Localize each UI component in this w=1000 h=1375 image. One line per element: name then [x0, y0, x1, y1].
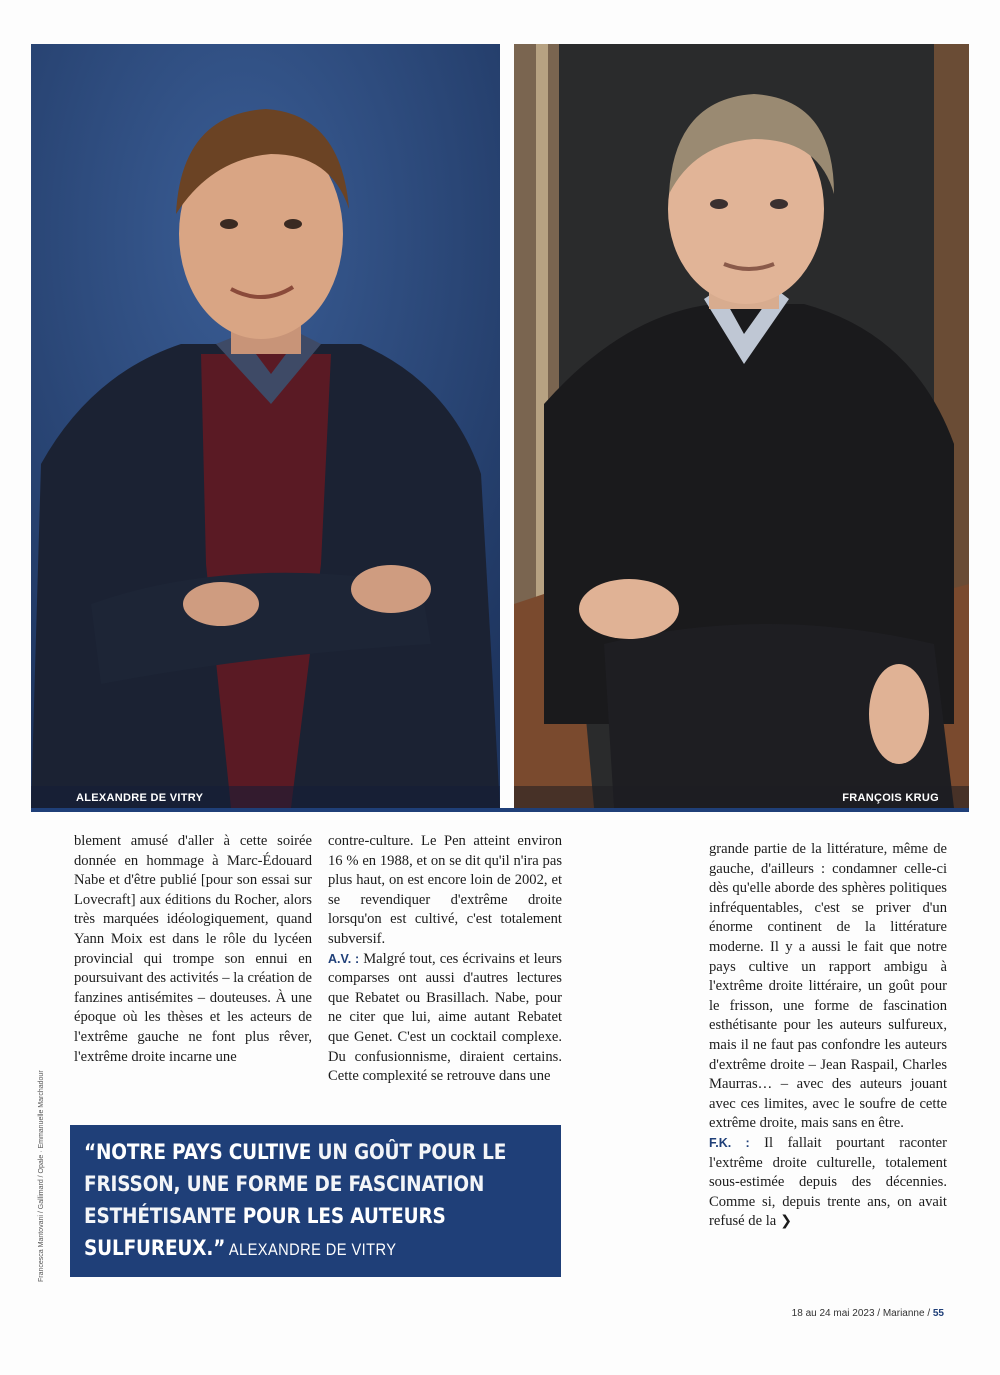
folio-date: 18 au 24 mai 2023 / Marianne / — [791, 1308, 933, 1319]
paragraph — [328, 950, 562, 1087]
blue-rule — [31, 808, 969, 812]
page-number: 55 — [932, 1308, 944, 1319]
photo-caption-left: ALEXANDRE DE VITRY — [76, 792, 204, 804]
photo-caption-right: FRANÇOIS KRUG — [842, 792, 939, 804]
photo-credit: Francesca Mantovani / Gallimard / Opale · Emmanuelle Marchadour — [38, 1070, 45, 1282]
pull-quote-part: “NOTRE PAYS CULTIVE — [84, 1140, 318, 1165]
portrait-photo-alexandre-de-vitry — [31, 44, 500, 808]
portrait-illustration — [514, 44, 969, 808]
paragraph: blement amusé d'aller à cette soirée donnée en hommage à Marc-Édouard Nabe et d'être publié [pour son essai sur Lovecraft] aux éditions du Rocher, alors très marquées idéologiquement, quand Yann Moix est dans le rôle du lycéen provincial qui trompe son ennui en poursuivant des activités – la création de fanzines antisémites – douteuses. À une époque où les thèses et les acteurs de l'extrême gauche ne font plus rêver, l'extrême droite incarne une — [74, 833, 312, 1065]
pull-quote-author: ALEXANDRE DE VITRY — [225, 1240, 397, 1259]
pull-quote — [70, 1125, 561, 1277]
page-folio — [792, 1308, 944, 1319]
pull-quote-part: UN GOÛT POUR LE FRISSON, UNE FORME DE FASCINATION ESTHÉTISANTE — [84, 1140, 507, 1229]
speaker-initials: A.V. : — [328, 951, 360, 966]
pull-quote-text — [84, 1137, 548, 1266]
paragraph — [709, 1134, 947, 1232]
text-column-2 — [328, 832, 562, 1087]
text-column-1 — [74, 832, 312, 1067]
paragraph: grande partie de la littérature, même de gauche, d'ailleurs : condamner celle-ci dès qu'elle aborde des sphères politiques infréquentables, c'est se priver d'un énorme continent de la littérature moderne. Il y a aussi le fait que notre pays cultive un rapport ambigu à l'extrême droite littéraire, un goût pour le frisson, une forme de fascination esthétisante pour les auteurs sulfureux, mais il ne faut pas confondre les auteurs d'extrême droite – Jean Raspail, Charles Maurras… – avec des auteurs jouant avec ces limites, avec le soufre de cette extrême droite, mais sans en être. — [709, 841, 947, 1132]
speaker-initials: F.K. : — [709, 1135, 750, 1150]
paragraph: contre-culture. Le Pen atteint environ 16 % en 1988, et on se dit qu'il n'ira pas plus haut, on est encore loin de 2002, et se revendiquer d'extrême droite lorsqu'on est cultivé, c'est totalement subversif. — [328, 833, 562, 947]
paragraph-text: Malgré tout, ces écrivains et leurs comparses ont aussi d'autres lectures que Rebatet ou Brasillach. Nabe, pour ne citer que lui, aime autant Rebatet que Genet. C'est un cocktail complexe. Du confusionnisme, diraient certains. Cette complexité se retrouve dans une — [328, 950, 562, 1085]
portrait-photo-francois-krug — [514, 44, 969, 808]
continue-arrow-icon: ❯ — [780, 1213, 792, 1230]
pull-quote-part: POUR LES AUTEURS SULFUREUX.” — [84, 1204, 446, 1261]
text-column-3 — [709, 840, 947, 1232]
portrait-illustration — [31, 44, 500, 808]
paragraph-text: Il fallait pourtant raconter l'extrême droite culturelle, totalement sous-estimée depuis des décennies. Comme si, depuis trente ans, on avait refusé de la — [709, 1134, 948, 1230]
